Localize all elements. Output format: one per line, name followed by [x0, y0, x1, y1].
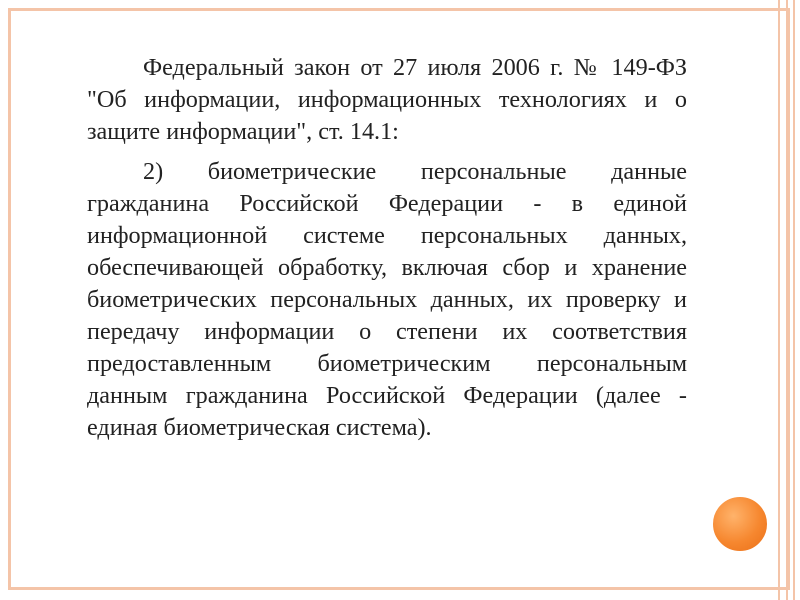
decorative-orange-circle [708, 492, 772, 556]
slide-body [87, 52, 687, 444]
frame-vertical-line [778, 0, 780, 600]
law-citation-paragraph: Федеральный закон от 27 июля 2006 г. № 149-ФЗ "Об информации, информационных технологиях и о защите информации", ст. 14.1: [87, 54, 687, 145]
biometric-definition-paragraph: 2) биометрические персональные данные гражданина Российской Федерации - в единой информационной системе персональных данных, обеспечивающей обработку, включая сбор и хранение биометрических персональных данных, их проверку и передачу информации о степени их соответствия предоставленным биометрическим персональным данным гражданина Российской Федерации (далее - единая биометрическая система). [87, 158, 687, 441]
frame-vertical-line [786, 0, 788, 600]
frame-vertical-line [793, 0, 795, 600]
